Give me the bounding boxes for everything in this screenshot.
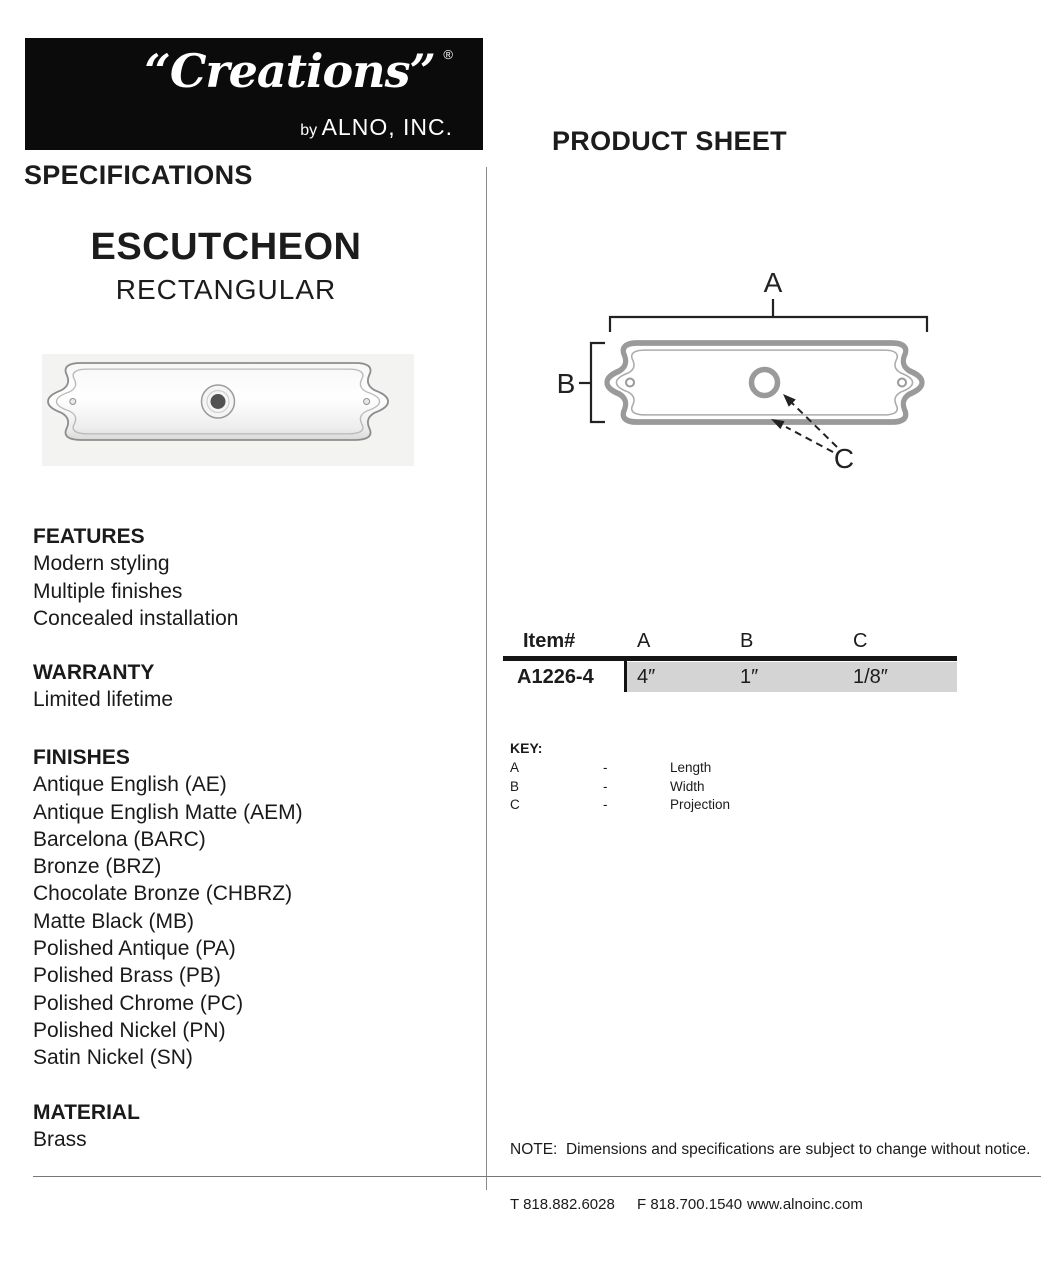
logo-brand-text: “Creations” bbox=[144, 44, 435, 98]
column-header-a: A bbox=[637, 630, 651, 652]
material-section bbox=[33, 1099, 140, 1154]
finish-item: Polished Antique (PA) bbox=[33, 937, 236, 961]
cell-item-number: A1226-4 bbox=[517, 666, 594, 688]
product-sheet-heading: PRODUCT SHEET bbox=[552, 126, 787, 156]
column-header-c: C bbox=[853, 630, 868, 652]
finish-item: Antique English (AE) bbox=[33, 773, 227, 797]
key-letter: B bbox=[510, 778, 520, 794]
creations-logo bbox=[25, 38, 483, 150]
dimension-c-label: C bbox=[833, 443, 855, 474]
key-row bbox=[510, 797, 790, 816]
spec-table-header-row bbox=[503, 630, 957, 656]
cell-dimension-b: 1″ bbox=[740, 666, 759, 688]
logo-company-text: ALNO, INC. bbox=[321, 114, 453, 140]
dimension-a-bracket bbox=[610, 317, 927, 332]
key-letter: C bbox=[510, 797, 520, 813]
product-subtitle: RECTANGULAR bbox=[115, 274, 337, 305]
material-item: Brass bbox=[33, 1128, 87, 1152]
dimension-diagram bbox=[530, 250, 970, 490]
screw-hole-left bbox=[70, 399, 76, 405]
footer-website: www.alnoinc.com bbox=[747, 1196, 863, 1213]
finishes-section bbox=[33, 744, 303, 1072]
footer-fax bbox=[637, 1196, 742, 1213]
feature-item: Modern styling bbox=[33, 552, 170, 576]
finish-item: Polished Brass (PB) bbox=[33, 964, 221, 988]
fax-label: F bbox=[637, 1196, 647, 1213]
finish-item: Bronze (BRZ) bbox=[33, 855, 162, 879]
escutcheon-product-photo bbox=[40, 340, 430, 475]
logo-byline bbox=[300, 114, 453, 141]
warranty-item: Limited lifetime bbox=[33, 688, 174, 712]
footer-phone bbox=[510, 1196, 615, 1213]
diagram-screw-hole-right bbox=[898, 379, 906, 387]
key-row bbox=[510, 760, 790, 779]
footer-divider bbox=[33, 1176, 1041, 1177]
disclaimer-note: NOTE: Dimensions and specifications are subject to change without notice. bbox=[510, 1141, 1031, 1158]
finishes-heading: FINISHES bbox=[33, 746, 130, 769]
finish-item: Matte Black (MB) bbox=[33, 909, 195, 933]
fax-number: 818.700.1540 bbox=[650, 1196, 743, 1213]
warranty-heading: WARRANTY bbox=[33, 661, 155, 684]
key-dash: - bbox=[603, 760, 608, 775]
finish-item: Polished Chrome (PC) bbox=[33, 991, 244, 1015]
vertical-divider bbox=[486, 167, 487, 1190]
finish-item: Chocolate Bronze (CHBRZ) bbox=[33, 882, 293, 906]
diagram-center-hole bbox=[752, 370, 778, 396]
logo-by-text: by bbox=[300, 122, 318, 139]
finish-item: Satin Nickel (SN) bbox=[33, 1046, 193, 1070]
feature-item: Multiple finishes bbox=[33, 579, 183, 603]
material-heading: MATERIAL bbox=[33, 1101, 140, 1124]
dimension-key bbox=[510, 740, 790, 816]
phone-label: T bbox=[510, 1196, 519, 1213]
registered-trademark-symbol: ® bbox=[443, 47, 453, 62]
key-meaning: Length bbox=[670, 760, 712, 775]
logo-brand-row bbox=[144, 44, 453, 98]
dimension-b-bracket bbox=[591, 343, 605, 422]
product-title: ESCUTCHEON bbox=[90, 226, 362, 268]
dimension-c-arrow-line-2 bbox=[786, 427, 833, 452]
feature-item: Concealed installation bbox=[33, 606, 239, 630]
center-hole bbox=[211, 394, 226, 409]
cell-dimension-a: 4″ bbox=[637, 666, 656, 688]
key-meaning: Width bbox=[670, 778, 705, 794]
spec-table bbox=[503, 630, 957, 692]
finish-item: Barcelona (BARC) bbox=[33, 827, 206, 851]
screw-hole-right bbox=[364, 399, 370, 405]
table-row bbox=[503, 661, 957, 692]
column-header-item: Item# bbox=[523, 630, 576, 652]
dimension-a-label: A bbox=[763, 267, 783, 298]
cell-dimension-c: 1/8″ bbox=[853, 666, 888, 688]
finish-item: Polished Nickel (PN) bbox=[33, 1018, 226, 1042]
key-letter: A bbox=[510, 760, 520, 775]
key-dash: - bbox=[603, 778, 608, 794]
key-row bbox=[510, 779, 790, 798]
key-dash: - bbox=[603, 797, 608, 813]
finish-item: Antique English Matte (AEM) bbox=[33, 800, 303, 824]
warranty-section bbox=[33, 659, 173, 714]
key-meaning: Projection bbox=[670, 797, 731, 813]
specifications-heading: SPECIFICATIONS bbox=[24, 160, 253, 190]
diagram-screw-hole-left bbox=[626, 379, 634, 387]
features-heading: FEATURES bbox=[33, 525, 145, 548]
phone-number: 818.882.6028 bbox=[523, 1196, 615, 1213]
features-section bbox=[33, 523, 238, 632]
column-header-b: B bbox=[740, 630, 754, 652]
table-column-divider bbox=[624, 661, 627, 692]
key-heading: KEY: bbox=[510, 740, 543, 756]
dimension-b-label: B bbox=[556, 368, 576, 399]
table-row-shading bbox=[626, 662, 957, 692]
